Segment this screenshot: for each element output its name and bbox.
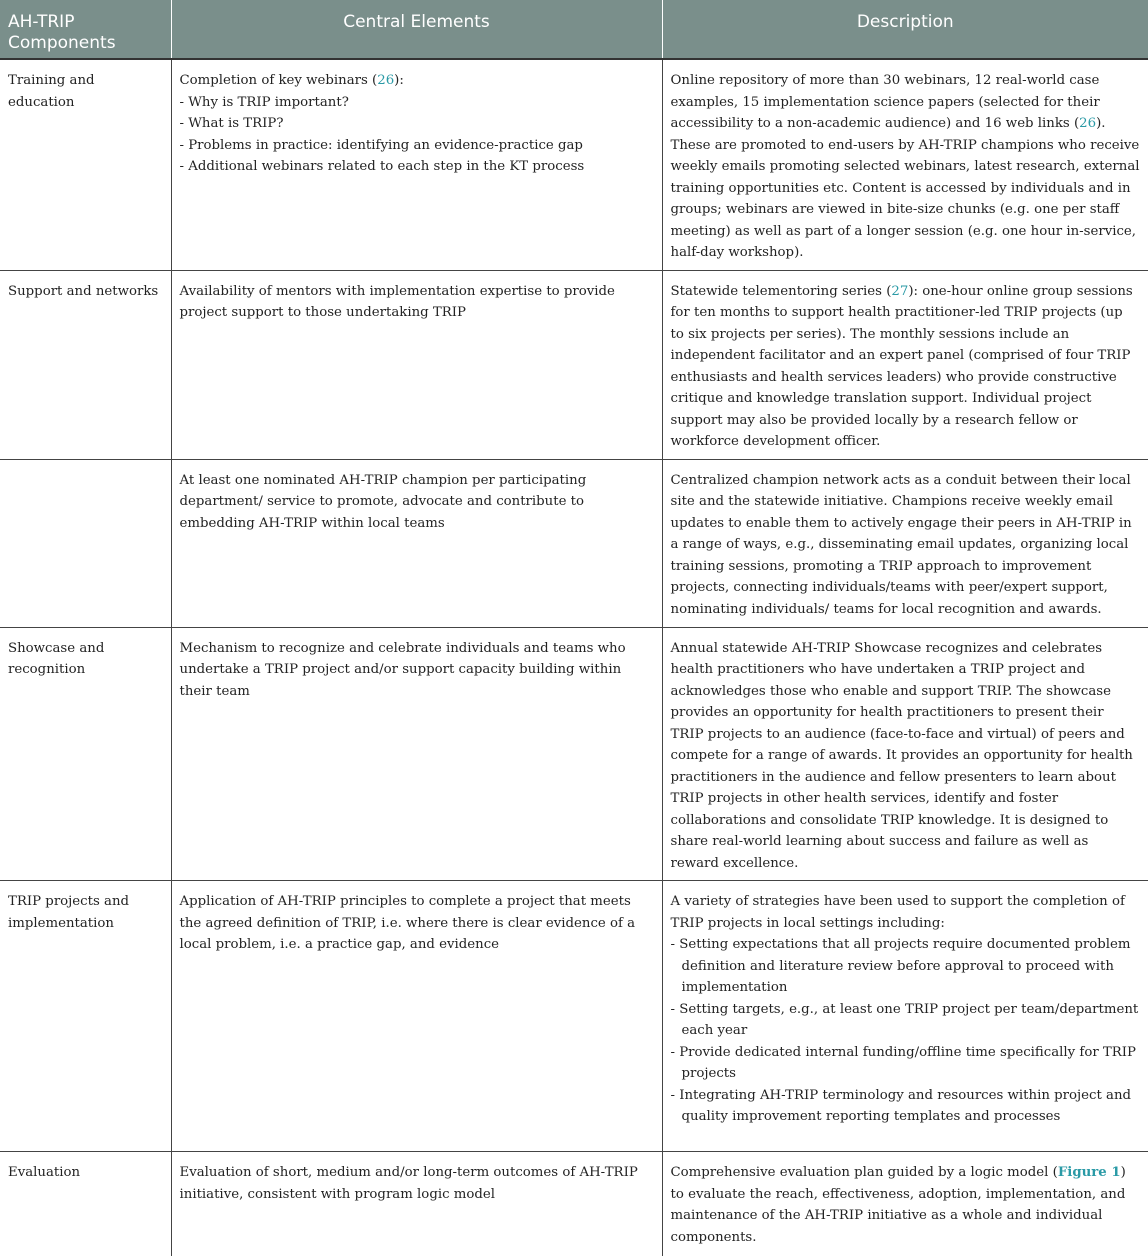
list-item: - What is TRIP?: [179, 116, 284, 131]
list-item: - Setting targets, e.g., at least one TRIP project per team/department each year: [670, 1001, 1139, 1038]
description-intro: A variety of strategies have been used to support the completion of TRIP projects in local settings including:: [670, 894, 1125, 931]
component-cell: TRIP projects and implementation: [0, 881, 171, 1152]
list-item: - Integrating AH-TRIP terminology and resources within project and quality improvement reporting templates and processes: [670, 1087, 1132, 1124]
elements-cell: Availability of mentors with implementation expertise to provide project support to those undertaking TRIP: [171, 270, 662, 459]
header-central-elements: Central Elements: [171, 0, 662, 59]
header-description: Description: [662, 0, 1148, 59]
description-cell: Comprehensive evaluation plan guided by a logic model (Figure 1) to evaluate the reach, effectiveness, adoption, implementation, and maintenance of the AH-TRIP initiative as a whole and individual components.: [662, 1152, 1148, 1256]
component-cell: Training and education: [0, 59, 171, 270]
component-cell: [0, 459, 171, 627]
component-cell: Support and networks: [0, 270, 171, 459]
table-row: [0, 1152, 1148, 1256]
description-cell: [662, 881, 1148, 1152]
figure-link[interactable]: Figure 1: [1057, 1165, 1121, 1180]
list-item: - Setting expectations that all projects require documented problem definition and literature review before approval to proceed with implementation: [670, 937, 1131, 995]
table-row: [0, 627, 1148, 881]
component-cell: Evaluation: [8, 1165, 81, 1180]
list-item: - Problems in practice: identifying an evidence-practice gap: [179, 137, 583, 153]
list-item: - Additional webinars related to each step in the KT process: [179, 159, 585, 174]
component-cell: Showcase and recognition: [0, 627, 171, 881]
elements-cell: [171, 59, 662, 270]
elements-cell: Mechanism to recognize and celebrate individuals and teams who undertake a TRIP project and/or support capacity building within their team: [171, 627, 662, 881]
header-components: AH-TRIP Components: [0, 0, 171, 59]
elements-cell: Application of AH-TRIP principles to complete a project that meets the agreed definition of TRIP, i.e. where there is clear evidence of a local problem, i.e. a practice gap, and evidence: [171, 881, 662, 1152]
header-row: [0, 0, 1148, 59]
table-row: [0, 881, 1148, 1152]
table-row: [0, 59, 1148, 270]
description-cell: Statewide telementoring series (27): one-hour online group sessions for ten months to support health practitioner-led TRIP projects (up to six projects per series). The monthly sessions include an independent facilitator and an expert panel (comprised of four TRIP enthusiasts and health services leaders) who provide constructive critique and knowledge translation support. Individual project support may also be provided locally by a research fellow or workforce development officer.: [662, 270, 1148, 459]
list-item: - Provide dedicated internal funding/offline time specifically for TRIP projects: [670, 1044, 1136, 1081]
elements-intro: Completion of key webinars (26):: [179, 73, 404, 88]
citation-link[interactable]: 26: [377, 73, 395, 88]
table-row: [0, 459, 1148, 627]
elements-cell: At least one nominated AH-TRIP champion per participating department/ service to promote, advocate and contribute to embedding AH-TRIP within local teams: [171, 459, 662, 627]
citation-link[interactable]: 26: [1079, 116, 1097, 131]
description-cell: Centralized champion network acts as a conduit between their local site and the statewide initiative. Champions receive weekly email updates to enable them to actively engage their peers in AH-TRIP in a range of ways, e.g., disseminating email updates, organizing local training sessions, promoting a TRIP approach to improvement projects, connecting individuals/teams with peer/expert support, nominating individuals/ teams for local recognition and awards.: [662, 459, 1148, 627]
citation-link[interactable]: 27: [891, 283, 909, 299]
table-row: [0, 270, 1148, 459]
elements-cell: Evaluation of short, medium and/or long-term outcomes of AH-TRIP initiative, consistent with program logic model: [171, 1152, 662, 1256]
list-item: - Why is TRIP important?: [179, 94, 349, 110]
description-cell: Online repository of more than 30 webinars, 12 real-world case examples, 15 implementation science papers (selected for their accessibility to a non-academic audience) and 16 web links (26). These are promoted to end-users by AH-TRIP champions who receive weekly emails promoting selected webinars, latest research, external training opportunities etc. Content is accessed by individuals and in groups; webinars are viewed in bite-size chunks (e.g. one per staff meeting) as well as part of a longer session (e.g. one hour in-service, half-day workshop).: [662, 59, 1148, 270]
description-cell: Annual statewide AH-TRIP Showcase recognizes and celebrates health practitioners who have undertaken a TRIP project and acknowledges those who enable and support TRIP. The showcase provides an opportunity for health practitioners to present their TRIP projects to an audience (face-to-face and virtual) of peers and compete for a range of awards. It provides an opportunity for health practitioners in the audience and fellow presenters to learn about TRIP projects in other health services, identify and foster collaborations and consolidate TRIP knowledge. It is designed to share real-world learning about success and failure as well as reward excellence.: [662, 627, 1148, 881]
